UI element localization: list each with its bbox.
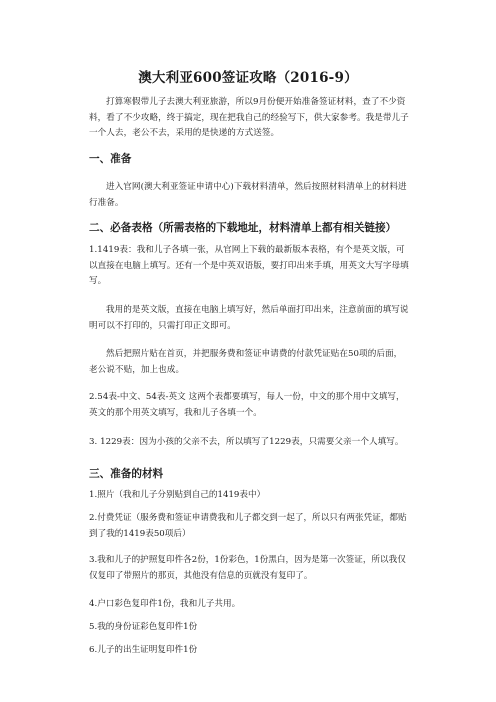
- section-1-body: 进入官网(澳大利亚签证申请中心)下载材料清单，然后按照材料清单上的材料进行准备。: [89, 182, 407, 208]
- section-2-heading: 二、必备表格（所需表格的下载地址，材料清单上都有相关链接）: [89, 222, 397, 234]
- materials-list-item: 4.户口彩色复印件1份，我和儿子共用。: [89, 599, 241, 609]
- materials-list-item: 3.我和儿子的护照复印件各2份，1份彩色，1份黑白，因为是第一次签证，所以我仅仅复印了带照片的那页，其他没有信息的页就没有复印了。: [89, 555, 406, 581]
- section-2-paragraph-3: 然后把照片贴在首页，并把服务费和签证申请费的付款凭证贴在50项的后面，老公说不贴，加上也成。: [89, 349, 403, 375]
- materials-list-item: 2.付费凭证（服务费和签证申请费我和儿子都交到一起了，所以只有两张凭证，都贴到了我的1419表50项后）: [89, 513, 407, 539]
- section-2-paragraph-5: 3. 1229表：因为小孩的父亲不去，所以填写了1229表，只需要父亲一个人填写。: [89, 437, 404, 447]
- materials-list-item: 5.我的身份证彩色复印件1份: [89, 622, 198, 632]
- section-2-paragraph-4: 2.54表-中文、54表-英文 这两个表都要填写，每人一份，中文的那个用中文填写，英文的那个用英文填写，我和儿子各填一个。: [89, 392, 405, 418]
- materials-list-item: 6.儿子的出生证明复印件1份: [89, 645, 198, 655]
- section-2-paragraph-2: 我用的是英文版，直接在电脑上填写好，然后单面打印出来，注意前面的填写说明可以不打印的，只需打印正文即可。: [89, 305, 409, 331]
- section-3-heading: 三、准备的材料: [89, 468, 164, 480]
- document-title: 澳大利亚600签证攻略（2016-9）: [138, 70, 358, 86]
- section-1-heading: 一、准备: [89, 153, 132, 165]
- materials-list-item: 1.照片（我和儿子分别贴到自己的1419表中）: [89, 490, 266, 500]
- intro-paragraph: 打算寒假带儿子去澳大利亚旅游，所以9月份便开始准备签证材料，查了不少资料，看了不少攻略，终于搞定，现在把我自己的经验写下，供大家参考。我是带儿子一个人去，老公不去，采用的是快递的方式送签。: [89, 97, 409, 138]
- section-2-paragraph-1: 1.1419表：我和儿子各填一张，从官网上下载的最新版本表格，有个是英文版，可以直接在电脑上填写。还有一个是中英双语版，要打印出来手填，用英文大写字母填写。: [89, 245, 409, 286]
